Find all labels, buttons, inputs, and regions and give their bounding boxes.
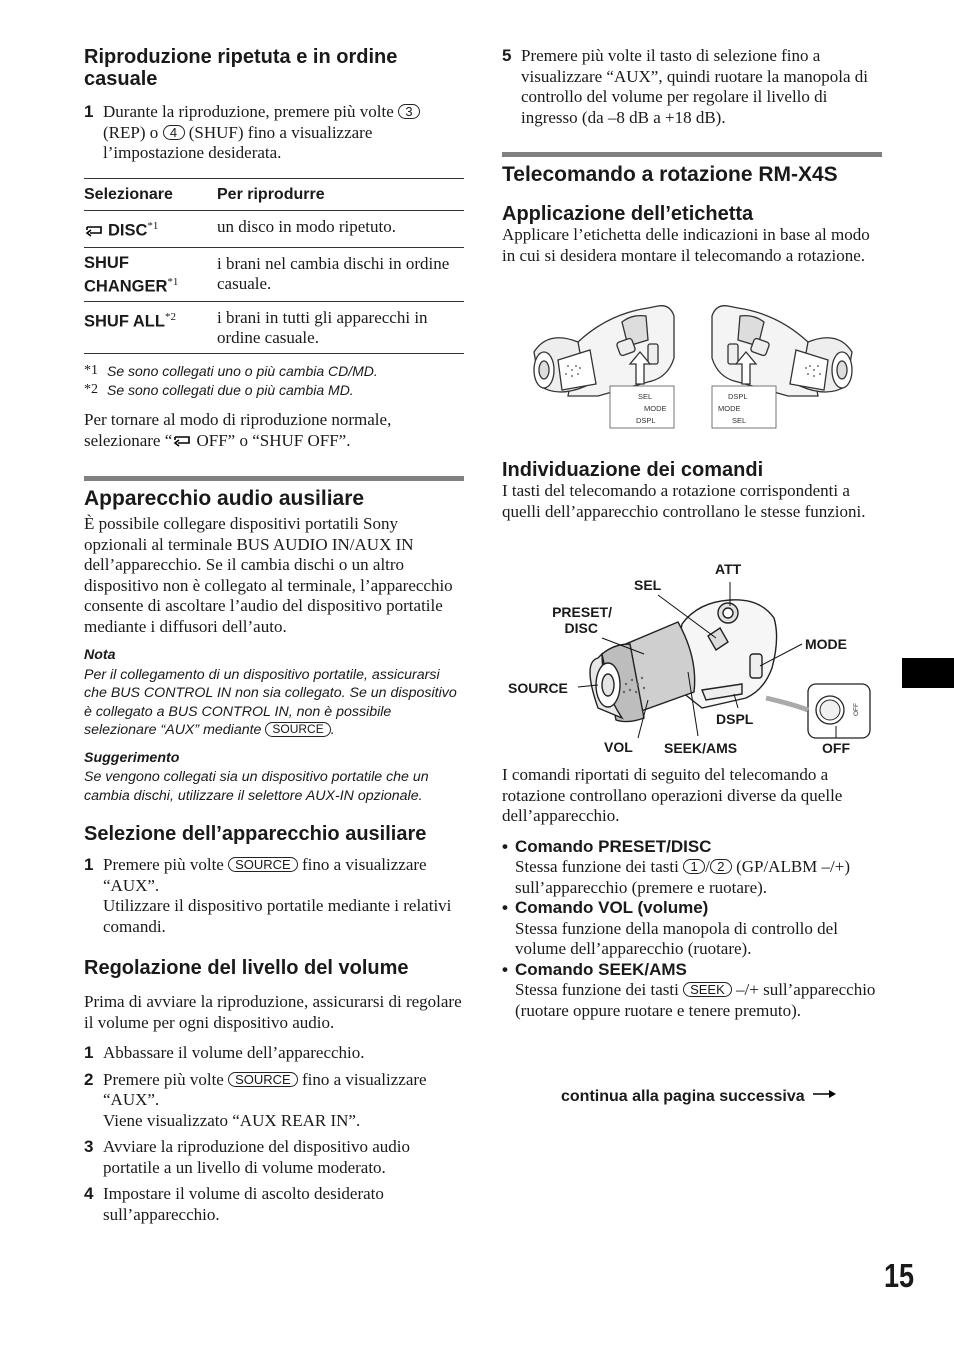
table-row: SHUF CHANGER$^{*1}$ i brani nel cambia dischi in ordine casuale. — [84, 247, 464, 302]
callout-sel: SEL — [634, 577, 662, 593]
repeat-icon — [84, 223, 104, 242]
list-item: • Comando PRESET/DISC Stessa funzione dei tasti 1 / 2 (GP/ALBM –/+) sull’apparecchio (premere e ruotare). — [502, 836, 851, 897]
svg-text:MODE: MODE — [718, 404, 741, 413]
key-3: 3 — [398, 104, 420, 119]
footnote-2: *2 Se sono collegati due o più cambia MD. — [84, 381, 354, 398]
list-item: • Comando SEEK/AMS Stessa funzione dei tasti SEEK –/+ sull’apparecchio (ruotare oppure ruotare e tenere premuto). — [502, 959, 876, 1020]
source-key: SOURCE — [228, 1072, 298, 1087]
svg-text:MODE: MODE — [644, 404, 667, 413]
chapter-tab — [902, 658, 954, 688]
list-item: • Comando VOL (volume) Stessa funzione della manopola di controllo del volume dell’apparecchio (ruotare). — [502, 898, 838, 958]
svg-text:SEL: SEL — [732, 416, 747, 425]
table-row: DISC$^{*1}$ un disco in modo ripetuto. — [84, 211, 464, 248]
section-title-select-aux: Selezione dell’apparecchio ausiliare — [84, 823, 427, 845]
source-key: SOURCE — [265, 722, 330, 737]
aux-body: È possibile collegare dispositivi portatili Sony opzionali al terminale BUS AUDIO IN/AUX IN dell’apparecchio. Se il cambia dischi o un altro dispositivo non è collegato al terminale, l’apparecchio consente di ascoltare l’audio del dispositivo portatile mediante i diffusori dell’auto. — [84, 514, 453, 636]
note-text: Per il collegamento di un dispositivo portatile, assicurarsi che BUS CONTROL IN non sia collegato. Se un dispositivo è collegato a BUS CONTROL IN, non è possibile selezionare “AUX” mediante SOURCE . — [84, 666, 457, 738]
svg-text:DSPL: DSPL — [636, 416, 656, 425]
footnote-1: *1 Se sono collegati uno o più cambia CD/MD. — [84, 363, 378, 379]
section-title-repeat-shuffle: Riproduzione ripetuta e in ordine casuale — [84, 46, 398, 90]
step-1: 1 Durante la riproduzione, premere più volte 3 (REP) o 4 (SHUF) fino a visualizzare l’impostazione desiderata. — [84, 102, 464, 164]
callout-preset: PRESET/ DISC — [552, 604, 612, 636]
return-normal-text: Per tornare al modo di riproduzione normale, selezionare “ OFF” o “SHUF OFF”. — [84, 410, 464, 452]
arrow-right-icon — [813, 1085, 837, 1106]
label-body: Applicare l’etichetta delle indicazioni in base al modo in cui si desidera montare il telecomando a rotazione. — [502, 225, 870, 265]
controls-body: I tasti del telecomando a rotazione corrispondenti a quelli dell’apparecchio controllano le stesse funzioni. — [502, 481, 866, 521]
step-1: 1 Premere più volte SOURCE fino a visualizzare “AUX”. Utilizzare il dispositivo portatile mediante i relativi comandi. — [84, 855, 452, 936]
section-title-rotary-commander: Telecomando a rotazione RM-X4S — [502, 152, 882, 187]
selection-table — [84, 178, 464, 355]
table-row: SHUF ALL$^{*2}$ i brani in tutti gli apparecchi in ordine casuale. — [84, 302, 464, 354]
table-header-row — [84, 178, 464, 211]
callout-vol: VOL — [604, 739, 633, 755]
step-5: 5 Premere più volte il tasto di selezione fino a visualizzare “AUX”, quindi ruotare la manopola di controllo del volume per regolare il livello di ingresso (da –8 dB a +18 dB). — [502, 46, 868, 127]
repeat-icon — [172, 432, 192, 453]
callout-mode: MODE — [805, 636, 847, 652]
callout-att: ATT — [715, 561, 742, 577]
right-column — [502, 46, 882, 266]
section-title-volume: Regolazione del livello del volume — [84, 957, 409, 979]
callout-dspl: DSPL — [716, 711, 754, 727]
svg-text:DSPL: DSPL — [728, 392, 748, 401]
continue-note: continua alla pagina successiva — [561, 1085, 837, 1108]
section-title-controls: Individuazione dei comandi — [502, 459, 764, 481]
label-sel-text: SEL — [638, 392, 653, 401]
label-illustration — [528, 300, 858, 435]
commands-section — [502, 765, 882, 1021]
locate-controls-section — [502, 459, 882, 522]
section-title-label: Applicazione dell’etichetta — [502, 203, 754, 225]
table-header-select: Selezionare — [84, 178, 217, 211]
table-header-play: Per riprodurre — [217, 178, 464, 211]
key-2: 2 — [710, 859, 732, 874]
left-column — [84, 46, 464, 1225]
svg-text:OFF: OFF — [853, 703, 860, 716]
note-heading: Nota — [84, 647, 116, 663]
callout-seek-ams: SEEK/AMS — [664, 740, 738, 756]
step-4: 4 Impostare il volume di ascolto desiderato sull’apparecchio. — [84, 1184, 384, 1224]
callout-off: OFF — [822, 740, 850, 756]
rotary-commander-left-icon — [534, 306, 674, 396]
controls-illustration — [502, 558, 882, 758]
section-title-aux: Apparecchio audio ausiliare — [84, 476, 464, 511]
step-2: 2 Premere più volte SOURCE fino a visualizzare “AUX”. Viene visualizzato “AUX REAR IN”. — [84, 1069, 427, 1130]
key-1: 1 — [683, 859, 705, 874]
rotary-commander-right-icon — [712, 306, 852, 396]
page-number: 15 — [884, 1257, 915, 1294]
key-4: 4 — [163, 125, 185, 140]
step-3: 3 Avviare la riproduzione del dispositivo audio portatile a un livello di volume moderato. — [84, 1137, 411, 1177]
source-key: SOURCE — [228, 857, 298, 872]
volume-intro: Prima di avviare la riproduzione, assicurarsi di regolare il volume per ogni dispositivo audio. — [84, 992, 462, 1032]
callout-source: SOURCE — [508, 680, 568, 696]
step-1: 1 Abbassare il volume dell’apparecchio. — [84, 1043, 365, 1062]
tip-text: Se vengono collegati sia un dispositivo portatile che un cambia dischi, utilizzare il selettore AUX-IN opzionale. — [84, 769, 429, 804]
seek-key: SEEK — [683, 982, 732, 997]
commands-intro: I comandi riportati di seguito del telecomando a rotazione controllano operazioni diverse da quelle dell’apparecchio. — [502, 765, 843, 825]
tip-heading: Suggerimento — [84, 749, 180, 766]
